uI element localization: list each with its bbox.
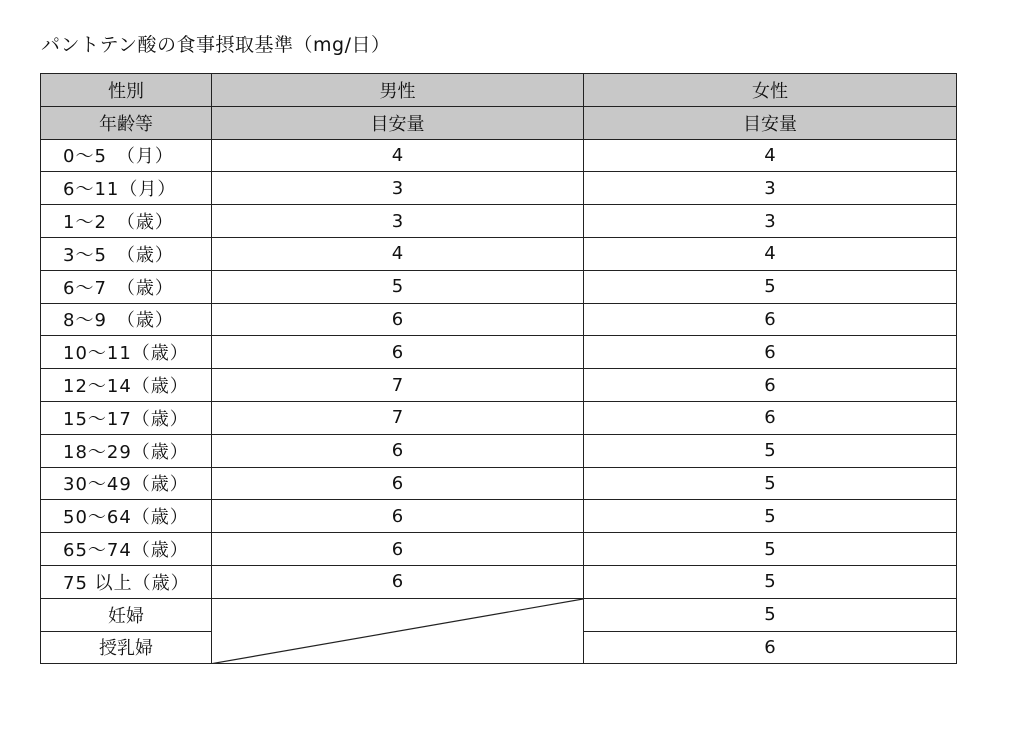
female-value: 5: [584, 434, 957, 467]
table-row: [41, 172, 957, 205]
female-value: 3: [584, 205, 957, 238]
age-cell: 0～5 （月）: [41, 139, 212, 172]
table-row-pregnant: [41, 598, 957, 631]
female-value: 6: [584, 336, 957, 369]
age-cell: 65～74（歳）: [41, 533, 212, 566]
female-value: 3: [584, 172, 957, 205]
male-value: 5: [212, 270, 584, 303]
header-male: 男性: [212, 74, 584, 107]
male-value: 6: [212, 500, 584, 533]
table-row: [41, 467, 957, 500]
table-row: [41, 401, 957, 434]
male-value: 4: [212, 237, 584, 270]
female-value: 5: [584, 598, 957, 631]
male-value: 4: [212, 139, 584, 172]
header-female-ai: 目安量: [584, 106, 957, 139]
female-value: 6: [584, 303, 957, 336]
table-row: [41, 303, 957, 336]
table-row: [41, 533, 957, 566]
male-value: 3: [212, 205, 584, 238]
age-cell: 50～64（歳）: [41, 500, 212, 533]
age-cell: 30～49（歳）: [41, 467, 212, 500]
header-age-label: 年齢等: [41, 106, 212, 139]
age-cell: 3～5 （歳）: [41, 237, 212, 270]
female-value: 5: [584, 533, 957, 566]
male-value: 6: [212, 533, 584, 566]
table-row: [41, 434, 957, 467]
age-cell: 15～17（歳）: [41, 401, 212, 434]
female-value: 4: [584, 139, 957, 172]
table-row: [41, 336, 957, 369]
table-row: [41, 237, 957, 270]
female-value: 6: [584, 631, 957, 664]
table-row: [41, 205, 957, 238]
table-row: [41, 369, 957, 402]
female-value: 5: [584, 467, 957, 500]
age-cell: 12～14（歳）: [41, 369, 212, 402]
header-male-ai: 目安量: [212, 106, 584, 139]
female-value: 5: [584, 500, 957, 533]
female-value: 5: [584, 565, 957, 598]
age-cell: 8～9 （歳）: [41, 303, 212, 336]
age-cell: 10～11（歳）: [41, 336, 212, 369]
male-value: 6: [212, 336, 584, 369]
intake-table-container: [40, 73, 957, 664]
group-label-pregnant: 妊婦: [41, 598, 212, 631]
male-value: 3: [212, 172, 584, 205]
group-label-lactating: 授乳婦: [41, 631, 212, 664]
male-value: 6: [212, 434, 584, 467]
male-value: 6: [212, 565, 584, 598]
not-applicable-cell: [212, 598, 584, 664]
age-cell: 6～7 （歳）: [41, 270, 212, 303]
age-cell: 1～2 （歳）: [41, 205, 212, 238]
header-sex-label: 性別: [41, 74, 212, 107]
male-value: 7: [212, 401, 584, 434]
intake-table: [40, 73, 957, 664]
table-row: [41, 270, 957, 303]
age-cell: 6～11（月）: [41, 172, 212, 205]
male-value: 6: [212, 303, 584, 336]
table-row: [41, 565, 957, 598]
header-female: 女性: [584, 74, 957, 107]
age-cell: 75 以上（歳）: [41, 565, 212, 598]
female-value: 4: [584, 237, 957, 270]
page-title: パントテン酸の食事摂取基準（mg/日）: [41, 34, 391, 56]
header-row-sex: [41, 74, 957, 107]
table-row: [41, 500, 957, 533]
female-value: 6: [584, 401, 957, 434]
male-value: 7: [212, 369, 584, 402]
header-row-age: [41, 106, 957, 139]
female-value: 5: [584, 270, 957, 303]
female-value: 6: [584, 369, 957, 402]
age-cell: 18～29（歳）: [41, 434, 212, 467]
male-value: 6: [212, 467, 584, 500]
table-row: [41, 139, 957, 172]
diagonal-line: [212, 599, 583, 664]
